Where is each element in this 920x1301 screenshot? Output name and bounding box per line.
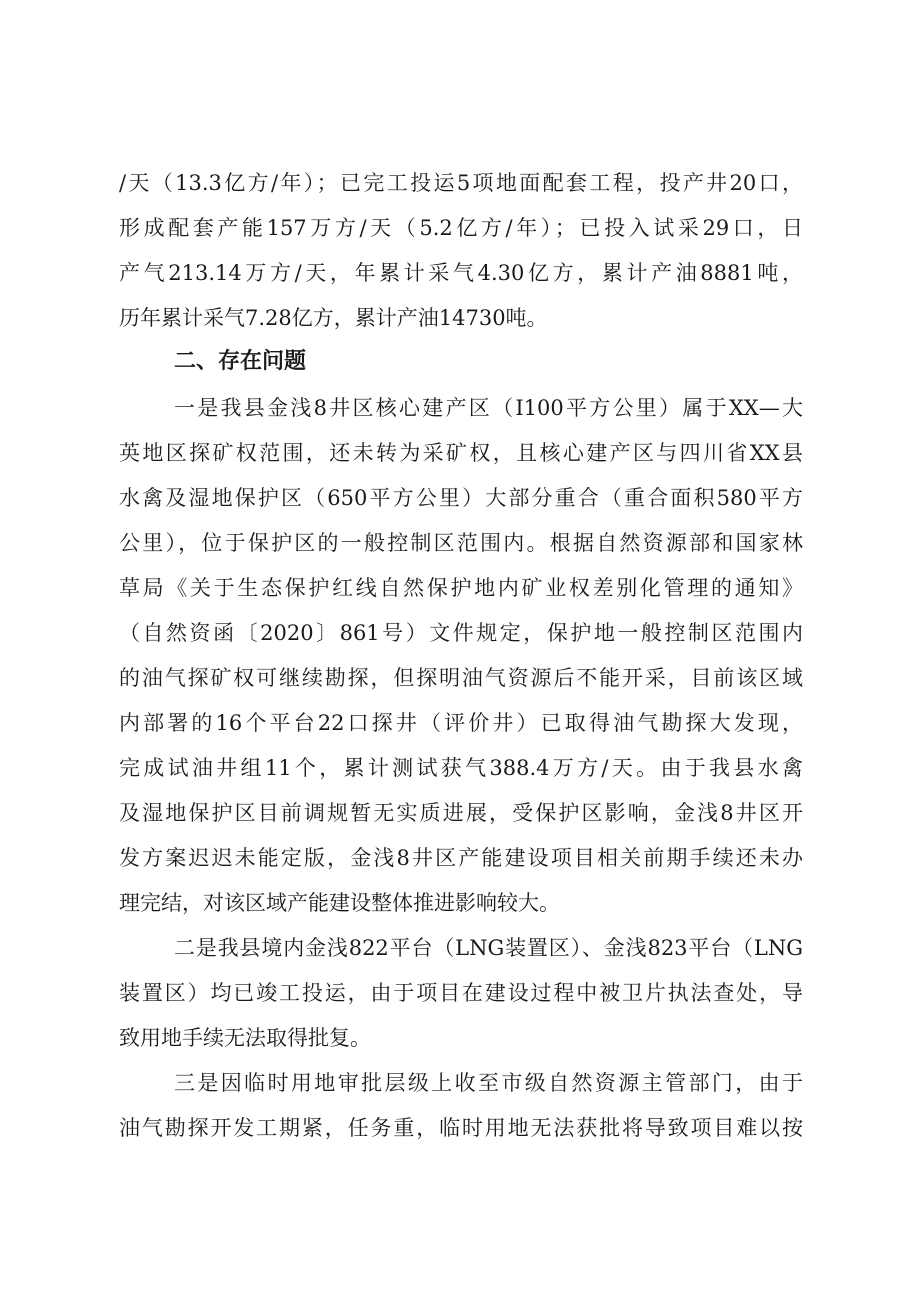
text-line: 三是因临时用地审批层级上收至市级自然资源主管部门，由于 xyxy=(174,1071,803,1095)
text-line: 的油气探矿权可继续勘探，但探明油气资源后不能开采，目前该区域 xyxy=(119,666,803,690)
text-line: /天（13.3亿方/年）；已完工投运5项地面配套工程，投产井20口， xyxy=(119,171,803,195)
text-line: 产气213.14万方/天，年累计采气4.30亿方，累计产油8881吨， xyxy=(119,261,803,285)
text-line: 二是我县境内金浅822平台（LNG装置区）、金浅823平台（LNG xyxy=(174,936,803,960)
text-line: 及湿地保护区目前调规暂无实质进展，受保护区影响，金浅8井区开 xyxy=(119,801,803,825)
text-line: 公里），位于保护区的一般控制区范围内。根据自然资源部和国家林 xyxy=(119,531,803,555)
text-line: 理完结，对该区域产能建设整体推进影响较大。 xyxy=(119,891,560,915)
text-line: 油气勘探开发工期紧，任务重，临时用地无法获批将导致项目难以按 xyxy=(119,1116,803,1140)
section-heading: 二、存在问题 xyxy=(174,349,307,374)
text-line: 装置区）均已竣工投运，由于项目在建设过程中被卫片执法查处，导 xyxy=(119,981,803,1005)
text-line: 致用地手续无法取得批复。 xyxy=(119,1026,371,1050)
text-line: 完成试油井组11个，累计测试获气388.4万方/天。由于我县水禽 xyxy=(119,756,803,780)
text-line: 草局《关于生态保护红线自然保护地内矿业权差别化管理的通知》 xyxy=(119,576,803,600)
text-line: 发方案迟迟未能定版，金浅8井区产能建设项目相关前期手续还未办 xyxy=(119,846,803,870)
text-line: 历年累计采气7.28亿方，累计产油14730吨。 xyxy=(119,306,548,330)
text-line: 形成配套产能157万方/天（5.2亿方/年）；已投入试采29口，日 xyxy=(119,216,803,240)
text-line: 水禽及湿地保护区（650平方公里）大部分重合（重合面积580平方 xyxy=(119,486,803,510)
text-line: 英地区探矿权范围，还未转为采矿权，且核心建产区与四川省XX县 xyxy=(119,441,803,465)
text-line: （自然资函〔2020〕861号）文件规定，保护地一般控制区范围内 xyxy=(119,621,803,645)
text-line: 内部署的16个平台22口探井（评价井）已取得油气勘探大发现， xyxy=(119,711,803,735)
text-line: 一是我县金浅8井区核心建产区（I100平方公里）属于XX—大 xyxy=(174,396,803,420)
